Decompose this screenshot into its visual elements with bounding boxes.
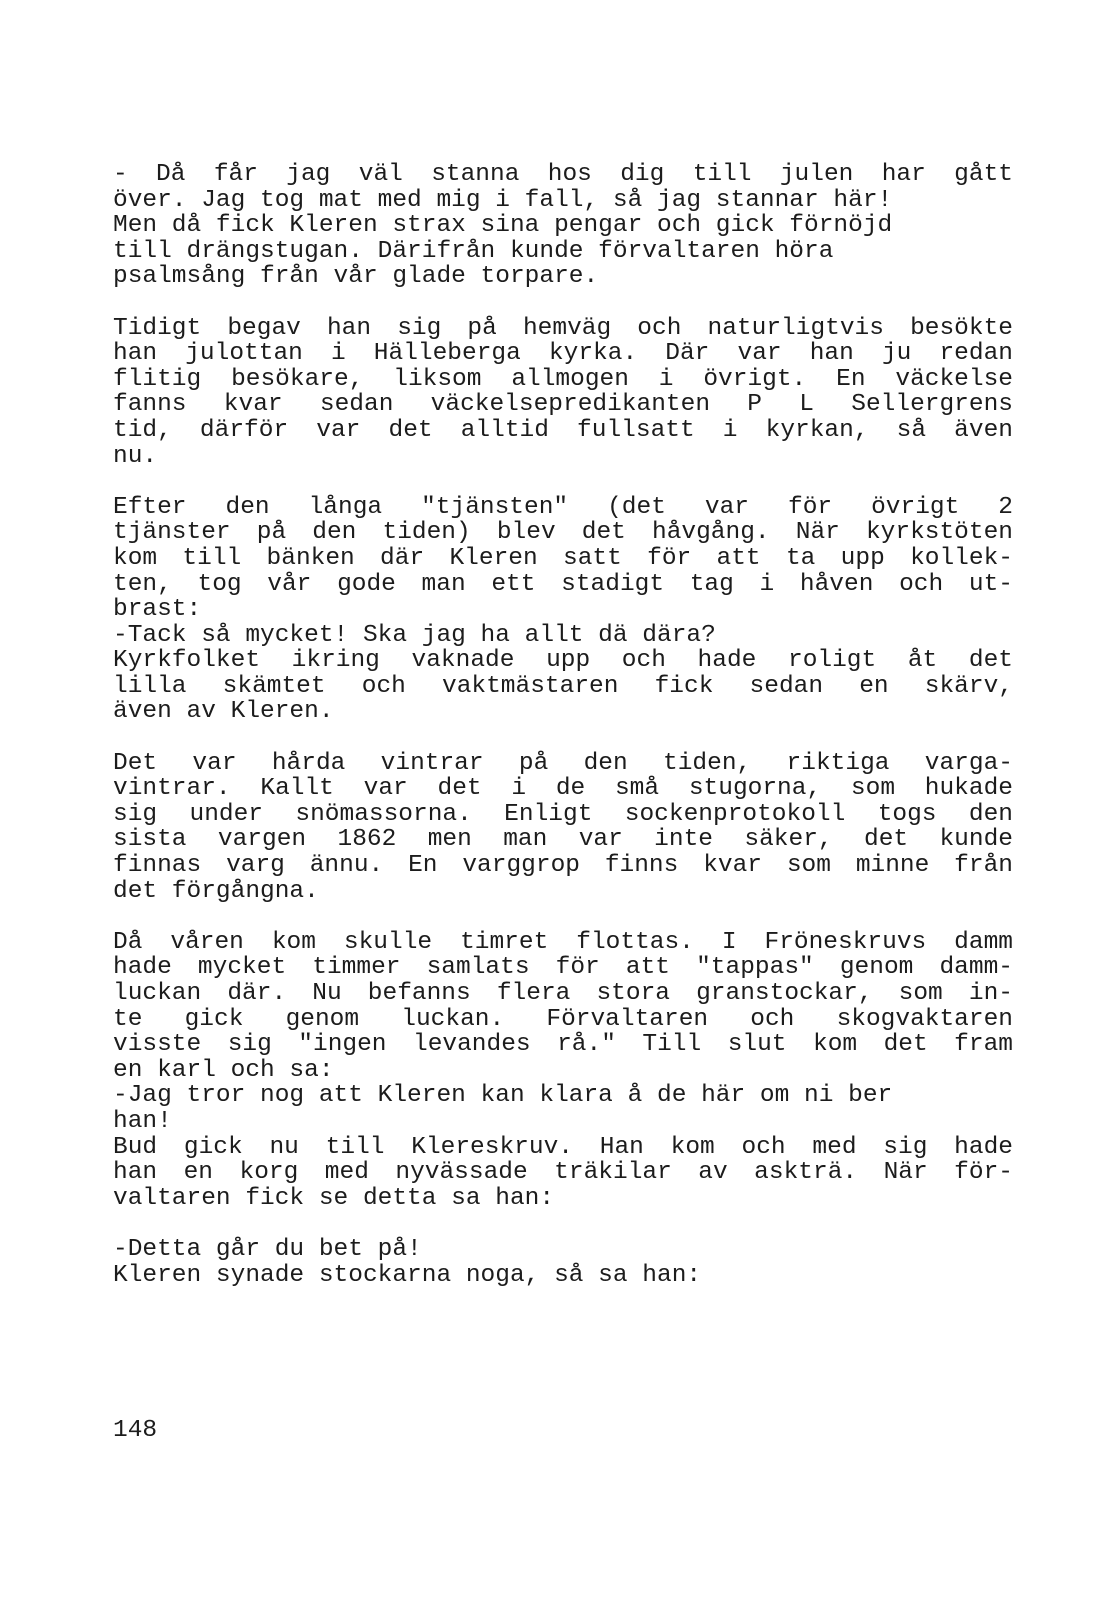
text-line: brast: — [113, 596, 202, 624]
text-line: Men då fick Kleren strax sina pengar och gick förnöjd — [113, 212, 893, 240]
text-line: han! — [113, 1107, 172, 1135]
text-line: hade mycket timmer samlats för att "tappas" genom damm- — [113, 954, 1013, 982]
text-line: -Detta går du bet på! — [113, 1235, 422, 1263]
text-line: Då våren kom skulle timret flottas. I Fröneskruvs damm — [113, 928, 1013, 956]
text-line: -Tack så mycket! Ska jag ha allt dä dära? — [113, 621, 716, 649]
text-line: -Jag tror nog att Kleren kan klara å de här om ni ber — [113, 1082, 893, 1110]
text-line: sig under snömassorna. Enligt sockenprotokoll togs den — [113, 800, 1013, 828]
text-line: tjänster på den tiden) blev det håvgång. När kyrkstöten — [113, 519, 1013, 547]
text-line: sista vargen 1862 men man var inte säker, det kunde — [113, 826, 1013, 854]
paragraph-spacer — [113, 469, 1013, 495]
text-line: te gick genom luckan. Förvaltaren och skogvaktaren — [113, 1005, 1013, 1033]
text-line: även av Kleren. — [113, 698, 334, 726]
page-number: 148 — [113, 1417, 158, 1444]
text-line: det förgångna. — [113, 877, 319, 905]
paragraph-spacer — [113, 290, 1013, 316]
paragraph-spacer — [113, 1211, 1013, 1237]
text-line: psalmsång från vår glade torpare. — [113, 263, 599, 291]
text-line: Kleren synade stockarna noga, så sa han: — [113, 1261, 702, 1289]
text-line: fanns kvar sedan väckelsepredikanten P L Sellergrens — [113, 391, 1013, 419]
text-line: Bud gick nu till Klereskruv. Han kom och med sig hade — [113, 1133, 1013, 1161]
text-line: tid, därför var det alltid fullsatt i kyrkan, så även — [113, 416, 1013, 444]
paragraph — [113, 495, 1013, 725]
text-line: valtaren fick se detta sa han: — [113, 1184, 555, 1212]
text-line: till drängstugan. Därifrån kunde förvaltaren höra — [113, 237, 834, 265]
text-line: luckan där. Nu befanns flera stora granstockar, som in- — [113, 980, 1013, 1007]
text-line: finnas varg ännu. En varggrop finns kvar som minne från — [113, 852, 1013, 880]
text-line: han julottan i Hälleberga kyrka. Där var han ju redan — [113, 340, 1013, 368]
text-line: ten, tog vår gode man ett stadigt tag i håven och ut- — [113, 570, 1013, 598]
paragraph — [113, 930, 1013, 1212]
text-line: Det var hårda vintrar på den tiden, riktiga varga- — [113, 749, 1013, 777]
paragraph-spacer — [113, 725, 1013, 751]
text-line: Efter den långa "tjänsten" (det var för övrigt 2 — [113, 493, 1013, 521]
document-body — [113, 162, 1013, 1288]
text-line: Kyrkfolket ikring vaknade upp och hade roligt åt det — [113, 647, 1013, 675]
text-line: kom till bänken där Kleren satt för att ta upp kollek- — [113, 544, 1013, 572]
text-line: Tidigt begav han sig på hemväg och naturligtvis besökte — [113, 314, 1013, 342]
text-line: över. Jag tog mat med mig i fall, så jag stannar här! — [113, 186, 893, 214]
text-line: vintrar. Kallt var det i de små stugorna, som hukade — [113, 775, 1013, 803]
paragraph — [113, 162, 1013, 290]
paragraph — [113, 1237, 1013, 1288]
text-line: visste sig "ingen levandes rå." Till slut kom det fram — [113, 1031, 1013, 1059]
text-line: nu. — [113, 442, 158, 470]
text-line: - Då får jag väl stanna hos dig till julen har gått — [113, 161, 1013, 188]
paragraph — [113, 751, 1013, 905]
paragraph — [113, 316, 1013, 470]
text-line: han en korg med nyvässade träkilar av askträ. När för- — [113, 1159, 1013, 1187]
text-line: lilla skämtet och vaktmästaren fick sedan en skärv, — [113, 672, 1013, 700]
text-line: en karl och sa: — [113, 1056, 334, 1084]
text-line: flitig besökare, liksom allmogen i övrigt. En väckelse — [113, 365, 1013, 393]
paragraph-spacer — [113, 904, 1013, 930]
